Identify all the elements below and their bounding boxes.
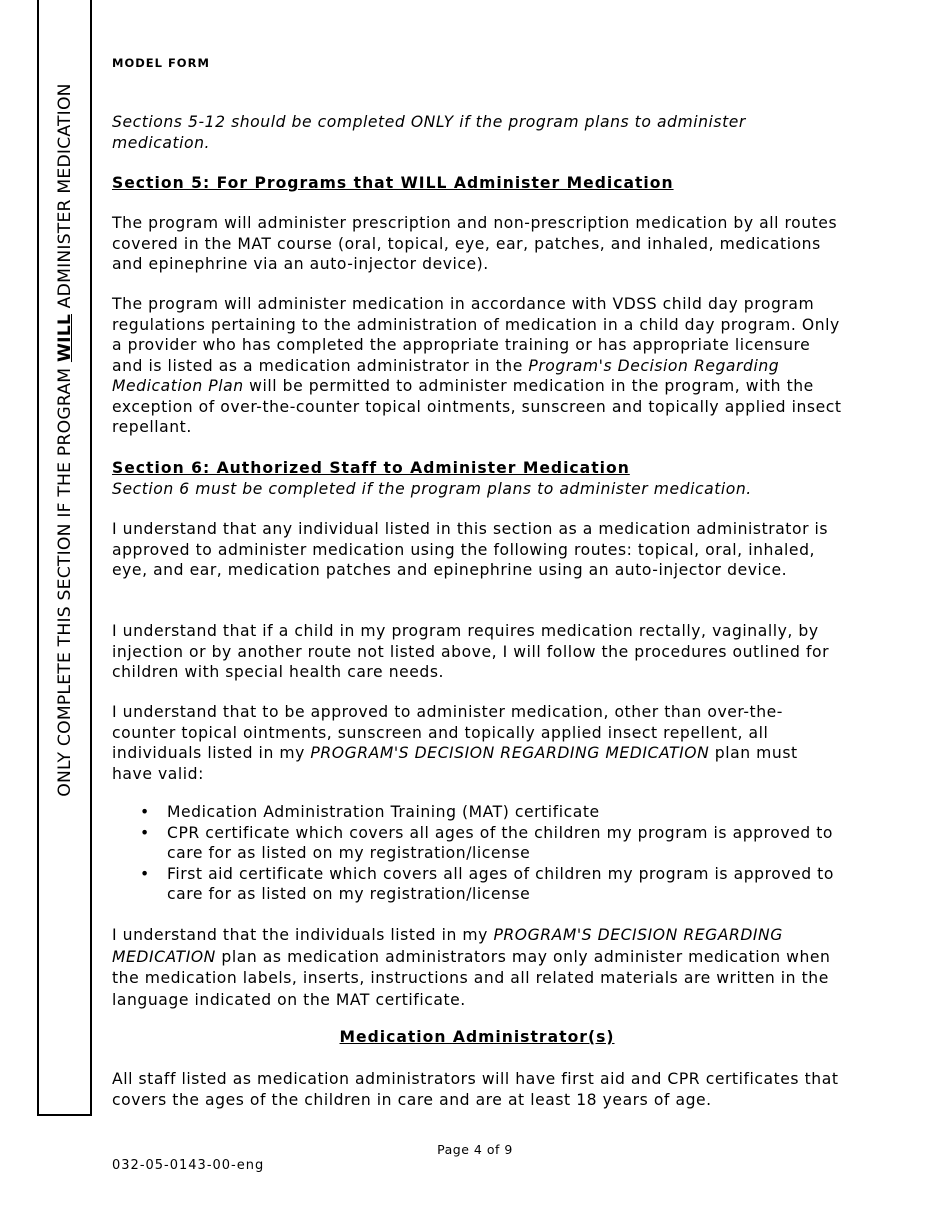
list-item: • First aid certificate which covers all ages of children my program is approved to care for as listed on my registration/license	[112, 864, 842, 905]
section-6-paragraph-4-text-b: plan as medication administrators may only administer medication when the medication labels, inserts, instructions and all related materials are written in the language indicated on the MAT certificate.	[112, 947, 831, 1009]
plan-name-italic: PROGRAM'S DECISION REGARDING MEDICATION	[112, 926, 783, 966]
certificate-list	[112, 802, 842, 905]
form-code: 032-05-0143-00-eng	[112, 1158, 265, 1173]
page-number: Page 4 of 9	[437, 1142, 513, 1157]
section-6-paragraph-3-text-a: I understand that to be approved to administer medication, other than over-the-counter topical ointments, sunscreen and topically applied insect repellent, all individuals listed in my	[112, 703, 783, 762]
sidebar-text-post: ADMINISTER MEDICATION	[54, 83, 75, 314]
sidebar-text-pre: ONLY COMPLETE THIS SECTION IF THE PROGRAM	[54, 362, 75, 797]
sidebar-instruction	[55, 83, 75, 796]
section-6-heading: Section 6: Authorized Staff to Administer Medication	[112, 459, 630, 477]
section-6-paragraph-2: I understand that if a child in my program requires medication rectally, vaginally, by injection or by another route not listed above, I will follow the procedures outlined for children with special health care needs.	[112, 622, 830, 681]
medication-administrators-heading: Medication Administrator(s)	[339, 1028, 615, 1046]
sidebar-text-emphasis: WILL	[54, 313, 75, 363]
list-item: • CPR certificate which covers all ages of the children my program is approved to care for as listed on my registration/license	[112, 823, 842, 864]
section-6-paragraph-3	[112, 702, 842, 784]
sidebar-banner	[37, 0, 92, 1116]
section-6-paragraph-1: I understand that any individual listed in this section as a medication administrator is approved to administer medication using the following routes: topical, oral, inhaled, eye, and ear, medication patches and epinephrine using an auto-injector device.	[112, 520, 829, 579]
section-6-paragraph-4-text-a: I understand that the individuals listed in my	[112, 926, 494, 944]
section-5-paragraph-2-text-a: The program will administer medication in accordance with VDSS child day program regulations pertaining to the administration of medication in a child day program. Only a provider who has completed the appropriate training or has appropriate licensure and is listed as a medication administrator in the	[112, 295, 840, 375]
plan-name-italic: PROGRAM'S DECISION REGARDING MEDICATION	[310, 744, 710, 762]
section-6-subheading: Section 6 must be completed if the program plans to administer medication.	[112, 480, 752, 498]
model-form-label: MODEL FORM	[112, 56, 210, 70]
section-5-paragraph-2-text-b: will be permitted to administer medication in the program, with the exception of over-the-counter topical ointments, sunscreen and topically applied insect repellant.	[112, 377, 842, 436]
section-5-heading: Section 5: For Programs that WILL Administer Medication	[112, 174, 674, 192]
intro-note: Sections 5-12 should be completed ONLY if the program plans to administer medication.	[112, 113, 746, 152]
medication-administrators-paragraph: All staff listed as medication administrators will have first aid and CPR certificates that covers the ages of the children in care and are at least 18 years of age.	[112, 1070, 839, 1109]
section-6-paragraph-3-text-b: plan must have valid:	[112, 744, 798, 783]
section-5-paragraph-2	[112, 294, 842, 438]
section-6-paragraph-4	[112, 925, 842, 1011]
plan-name-italic: Program's Decision Regarding Medication Plan	[112, 356, 780, 395]
section-5-paragraph-1: The program will administer prescription and non-prescription medication by all routes covered in the MAT course (oral, topical, eye, ear, patches, and inhaled, medications and epinephrine via an auto-injector device).	[112, 214, 838, 273]
list-item: • Medication Administration Training (MAT) certificate	[112, 802, 842, 823]
